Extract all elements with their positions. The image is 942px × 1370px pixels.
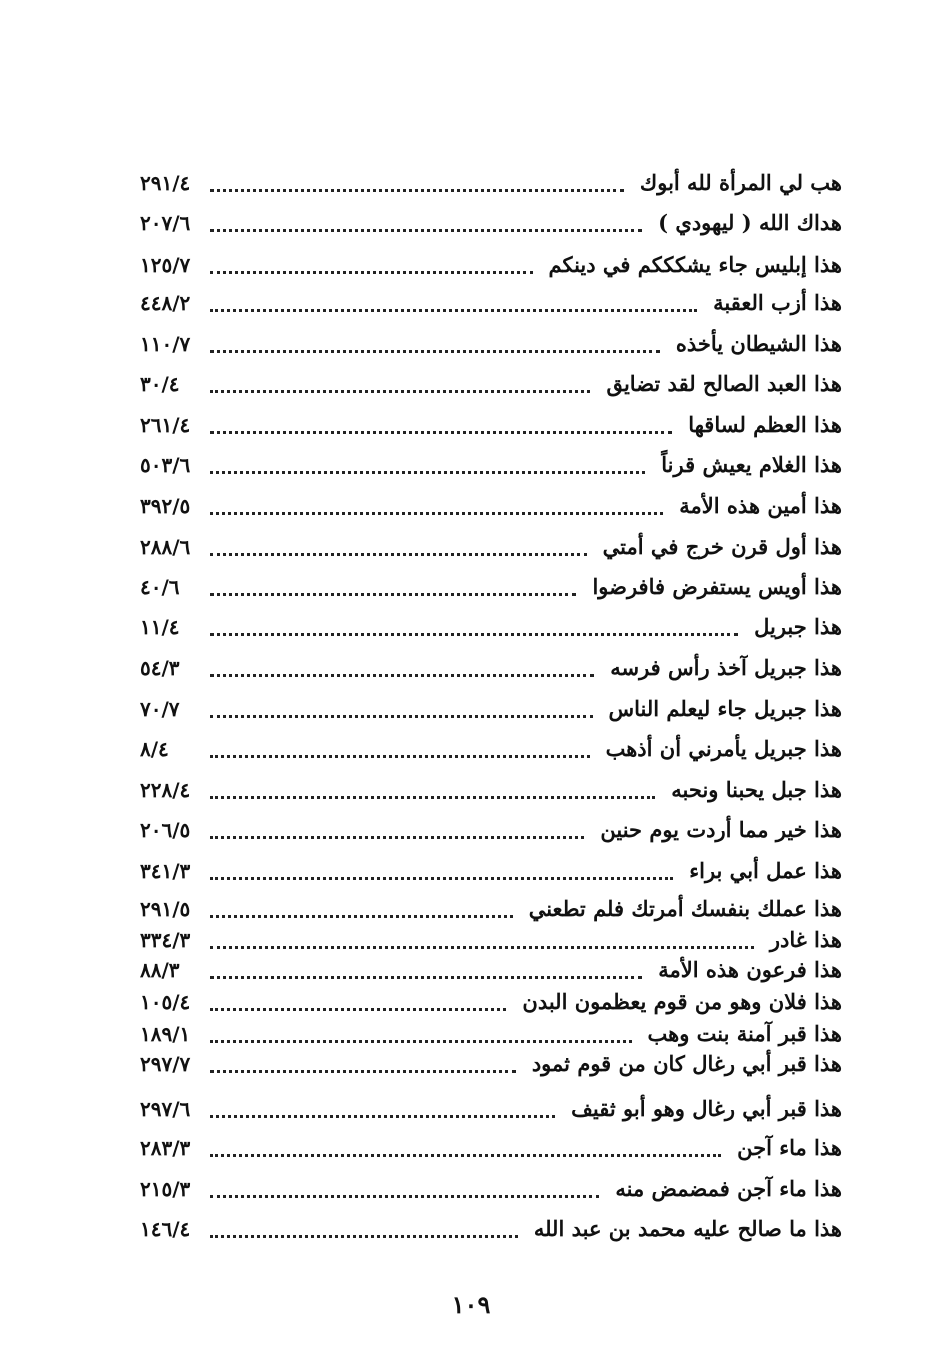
entry-reference: ٣٠/٤ (140, 372, 180, 396)
entry-reference: ٨/٤ (140, 737, 169, 761)
entry-term: هذا جبريل (754, 614, 842, 639)
entry-term: هذا فلان وهو من قوم يعظمون البدن (522, 989, 842, 1014)
index-entry (140, 892, 842, 926)
dot-leader (210, 271, 533, 274)
index-entry (140, 530, 842, 564)
entry-reference: ٢٩٧/٧ (140, 1052, 191, 1076)
dot-leader (210, 877, 673, 880)
entry-term: هذا أزب العقبة (713, 290, 842, 315)
entry-term: هذا الشيطان يأخذه (675, 331, 842, 356)
index-entry (140, 1212, 842, 1246)
entry-reference: ١٨٩/١ (140, 1022, 191, 1046)
dot-leader (210, 1008, 506, 1011)
dot-leader (210, 796, 655, 799)
entry-reference: ١٠٥/٤ (140, 990, 191, 1014)
dot-leader (210, 1115, 555, 1118)
entry-reference: ٢٦١/٤ (140, 413, 191, 437)
entry-term: هذا جبريل يأمرني أن أذهب (605, 736, 842, 761)
dot-leader (210, 512, 663, 515)
entry-term: هذا ماء آجن فمضمض منه (615, 1176, 842, 1201)
index-entry (140, 854, 842, 888)
dot-leader (210, 1154, 721, 1157)
entry-reference: ٢٩١/٤ (140, 171, 191, 195)
dot-leader (210, 229, 642, 232)
index-entry (140, 367, 842, 401)
dot-leader (210, 1070, 516, 1073)
dot-leader (210, 915, 513, 918)
entry-reference: ٢٩٧/٦ (140, 1097, 191, 1121)
entry-term: هذا قبر آمنة بنت وهب (647, 1021, 842, 1046)
dot-leader (210, 189, 624, 192)
dot-leader (210, 674, 594, 677)
index-entry (140, 1172, 842, 1206)
index-entry (140, 448, 842, 482)
entry-reference: ٧٠/٧ (140, 697, 180, 721)
entry-term: هذا ما صالح عليه محمد بن عبد الله (533, 1216, 842, 1241)
entry-term: هذا العبد الصالح لقد تضايق (606, 371, 842, 396)
entry-term: هذا جبريل آخذ رأس فرسه (610, 655, 842, 680)
index-entry (140, 813, 842, 847)
index-entry (140, 489, 842, 523)
dot-leader (210, 350, 660, 353)
index-entry (140, 651, 842, 685)
index-entry (140, 610, 842, 644)
index-entry (140, 953, 842, 987)
entry-term: هذا خير مما أردت يوم حنين (600, 817, 842, 842)
entry-reference: ٤٤٨/٢ (140, 291, 191, 315)
dot-leader (210, 836, 584, 839)
index-entry (140, 166, 842, 200)
entry-term: هذا قبر أبي رغال وهو أبو ثقيف (571, 1096, 842, 1121)
entry-reference: ٢٩١/٥ (140, 897, 191, 921)
entry-term: هذا جبل يحبنا ونحبه (671, 777, 842, 802)
index-entry (140, 206, 842, 240)
dot-leader (210, 755, 590, 758)
index-entry (140, 1131, 842, 1165)
dot-leader (210, 946, 754, 949)
entry-reference: ٢٠٧/٦ (140, 211, 191, 235)
index-entry (140, 570, 842, 604)
entry-reference: ٢١٥/٣ (140, 1177, 191, 1201)
entry-reference: ٤٠/٦ (140, 575, 180, 599)
index-entry (140, 1017, 842, 1051)
entry-term: هذا فرعون هذه الأمة (658, 957, 842, 982)
entry-term: هذا عمل أبي براء (689, 858, 842, 883)
dot-leader (210, 593, 576, 596)
index-entry (140, 1047, 842, 1081)
index-entry (140, 692, 842, 726)
index-entry (140, 248, 842, 282)
entry-reference: ٥٤/٣ (140, 656, 180, 680)
entry-term: هداك الله ( ليهودي ) (658, 210, 842, 235)
entry-term: هذا أول قرن خرج في أمتي (602, 534, 842, 559)
entry-reference: ١١٠/٧ (140, 332, 191, 356)
entry-term: هذا إبليس جاء يشكككم في دينكم (548, 252, 842, 277)
index-entry (140, 985, 842, 1019)
entry-reference: ٢٨٣/٣ (140, 1136, 191, 1160)
dot-leader (210, 553, 587, 556)
index-entry (140, 408, 842, 442)
index-entry (140, 773, 842, 807)
page-number: ١٠٩ (451, 1290, 491, 1319)
entry-reference: ٢٨٨/٦ (140, 535, 191, 559)
index-entry (140, 732, 842, 766)
dot-leader (210, 715, 593, 718)
entry-term: هذا غادر (769, 927, 842, 952)
entry-reference: ٣٩٢/٥ (140, 494, 191, 518)
entry-reference: ٢٠٦/٥ (140, 818, 191, 842)
dot-leader (210, 633, 738, 636)
dot-leader (210, 1235, 518, 1238)
dot-leader (210, 390, 590, 393)
entry-reference: ١١/٤ (140, 615, 180, 639)
entry-reference: ١٢٥/٧ (140, 253, 191, 277)
entry-reference: ٨٨/٣ (140, 958, 180, 982)
index-entry (140, 286, 842, 320)
entry-reference: ٣٣٤/٣ (140, 928, 191, 952)
entry-reference: ٥٠٣/٦ (140, 453, 191, 477)
dot-leader (210, 431, 672, 434)
entry-reference: ٢٢٨/٤ (140, 778, 191, 802)
entry-reference: ٣٤١/٣ (140, 859, 191, 883)
dot-leader (210, 309, 697, 312)
entry-term: هذا أويس يستفرض فافرضوا (592, 574, 842, 599)
entry-reference: ١٤٦/٤ (140, 1217, 191, 1241)
entry-term: هذا جبريل جاء ليعلم الناس (608, 696, 842, 721)
entry-term: هذا العظم لساقها (688, 412, 842, 437)
entry-term: هذا الغلام يعيش قرناً (661, 452, 842, 477)
dot-leader (210, 1040, 632, 1043)
index-entry (140, 327, 842, 361)
entry-term: هب لي المرأة لله أبوك (639, 170, 842, 195)
dot-leader (210, 976, 642, 979)
index-entry (140, 923, 842, 957)
entry-term: هذا أمين هذه الأمة (679, 493, 842, 518)
entry-term: هذا قبر أبي رغال كان من قوم ثمود (531, 1051, 842, 1076)
index-entry (140, 1092, 842, 1126)
dot-leader (210, 1195, 599, 1198)
entry-term: هذا ماء آجن (737, 1135, 842, 1160)
dot-leader (210, 471, 645, 474)
entry-term: هذا عملك بنفسك أمرتك فلم تطعني (528, 896, 842, 921)
